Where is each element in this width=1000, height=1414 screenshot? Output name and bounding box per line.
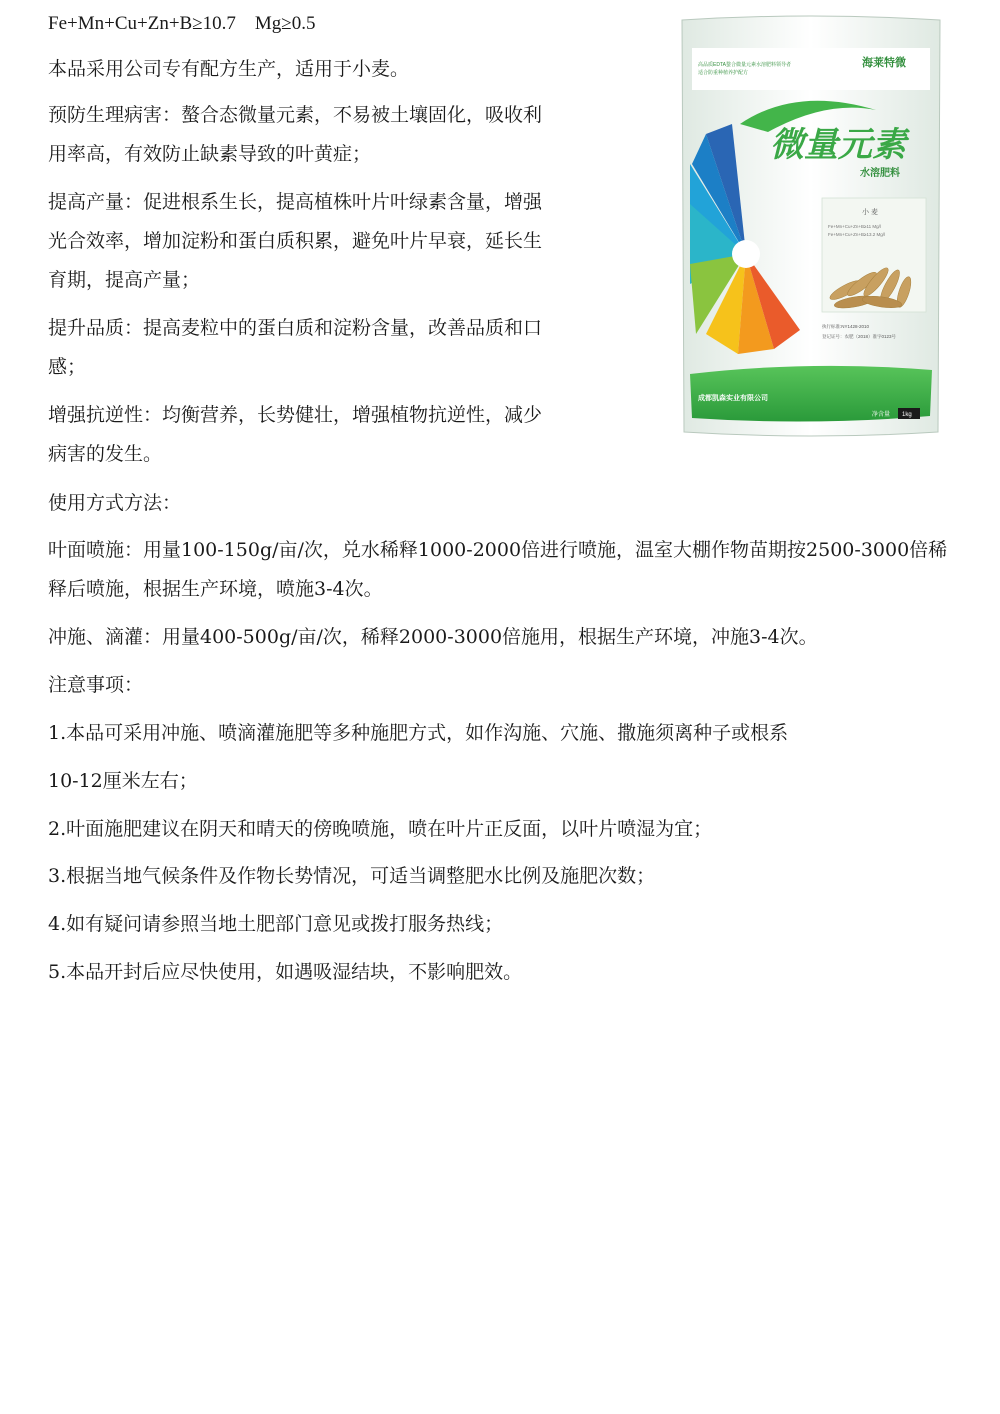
bag-crop: 小 麦 (862, 209, 878, 216)
bag-top-text: 高品质EDTA螯合微量元素水溶肥料领导者 (698, 62, 791, 68)
bag-top-text2: 适合防重种植养护配方 (698, 70, 749, 76)
notes-heading: 注意事项： (48, 674, 144, 696)
bag-company: 成都凯森实业有限公司 (698, 395, 768, 402)
usage-paragraph: 叶面喷施：用量100-150g/亩/次，兑水稀释1000-2000倍进行喷施，温室大棚作物苗期按2500-3000倍稀释后喷施，根据生产环境，喷施3-4次。 (48, 539, 948, 600)
bag-title: 微量元素 (770, 126, 906, 164)
usage-heading: 使用方式方法： (48, 492, 182, 514)
element-content-line: Fe+Mn+Cu+Zn+B≥10.7 Mg≥0.5 (48, 13, 316, 34)
benefit-paragraph: 提高产量：促进根系生长，提高植株叶片叶绿素含量，增强光合效率，增加淀粉和蛋白质积累，避免叶片早衰，延长生育期，提高产量； (48, 191, 543, 291)
bag-net-label: 净含量 (872, 412, 891, 418)
bag-brand: 海莱特微 (862, 57, 906, 69)
note-item: 3.根据当地气候条件及作物长势情况，可适当调整肥水比例及施肥次数； (48, 865, 656, 887)
bag-standard: 执行标准:NY1428-2010 (822, 324, 870, 329)
note-item: 2.叶面施肥建议在阴天和晴天的傍晚喷施，喷在叶片正反面，以叶片喷湿为宜； (48, 818, 713, 840)
intro-text: 本品采用公司专有配方生产，适用于小麦。 (48, 58, 410, 80)
note-item: 4.如有疑问请参照当地土肥部门意见或拨打服务热线； (48, 913, 504, 935)
bag-spec1: Fe+Mn+Cu+Zn+B≥11 Mg/l (828, 224, 881, 229)
benefit-paragraph: 提升品质：提高麦粒中的蛋白质和淀粉含量，改善品质和口感； (48, 317, 543, 378)
bag-subtitle: 水溶肥料 (860, 168, 900, 179)
bag-net-value: 1kg (902, 412, 912, 418)
product-bag-image (676, 14, 946, 438)
usage-paragraph: 冲施、滴灌：用量400-500g/亩/次，稀释2000-3000倍施用，根据生产环境，冲施3-4次。 (48, 626, 818, 648)
bag-spec2: Fe+Mn+Cu+Zn+B≥13.2 Mg/l (828, 232, 885, 237)
benefit-paragraph: 增强抗逆性：均衡营养，长势健壮，增强植物抗逆性，减少病害的发生。 (48, 404, 543, 465)
note-item: 1.本品可采用冲施、喷滴灌施肥等多种施肥方式，如作沟施、穴施、撒施须离种子或根系 (48, 722, 789, 744)
benefit-paragraph: 预防生理病害：螯合态微量元素，不易被土壤固化，吸收利用率高，有效防止缺素导致的叶黄症； (48, 104, 543, 165)
note-item: 10-12厘米左右； (48, 770, 198, 792)
bag-registration: 登记证号：农肥（2018）准字0123号 (822, 334, 897, 339)
note-item: 5.本品开封后应尽快使用，如遇吸湿结块，不影响肥效。 (48, 961, 523, 983)
